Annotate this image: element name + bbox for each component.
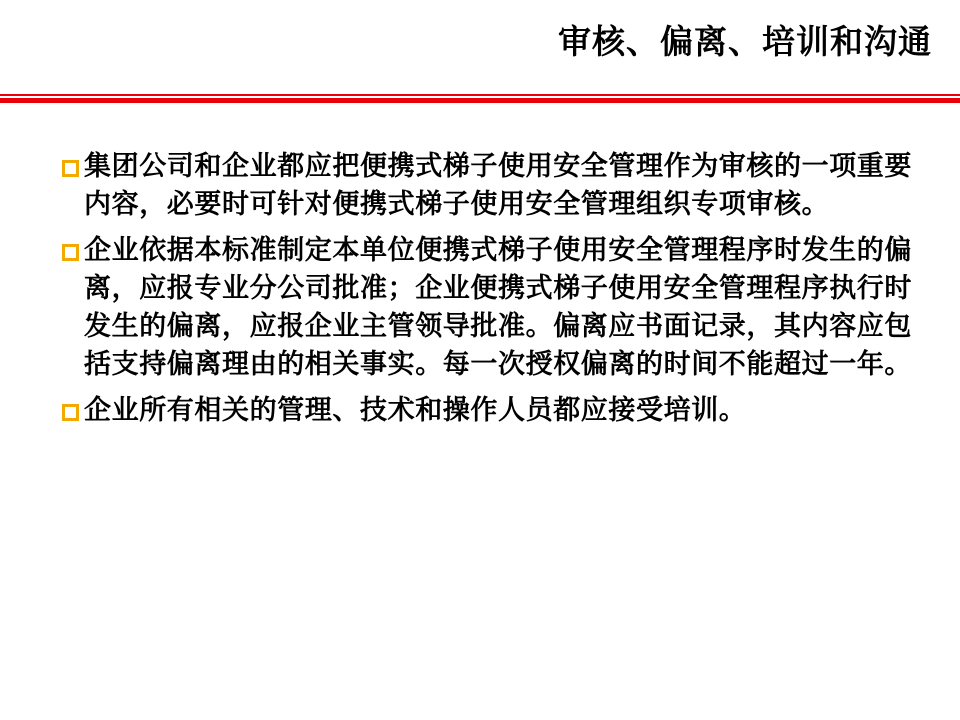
bullet-item-training <box>62 392 912 430</box>
bullet-list <box>62 148 912 438</box>
bullet-item-deviation <box>62 232 912 384</box>
bullet-item-audit <box>62 148 912 224</box>
header-divider-thin <box>0 94 960 96</box>
bullet-text: 企业依据本标准制定本单位便携式梯子使用安全管理程序时发生的偏离，应报专业分公司批准；企业便携式梯子使用安全管理程序执行时发生的偏离，应报企业主管领导批准。偏离应书面记录，其内容应包括支持偏离理由的相关事实。每一次授权偏离的时间不能超过一年。 <box>84 235 912 380</box>
bullet-text: 企业所有相关的管理、技术和操作人员都应接受培训。 <box>84 395 747 426</box>
hollow-square-icon <box>62 404 79 421</box>
hollow-square-icon <box>62 244 79 261</box>
slide-title: 审核、偏离、培训和沟通 <box>558 22 932 61</box>
header-divider-thick <box>0 98 960 103</box>
bullet-text: 集团公司和企业都应把便携式梯子使用安全管理作为审核的一项重要内容，必要时可针对便携式梯子使用安全管理组织专项审核。 <box>84 151 912 220</box>
hollow-square-icon <box>62 160 79 177</box>
